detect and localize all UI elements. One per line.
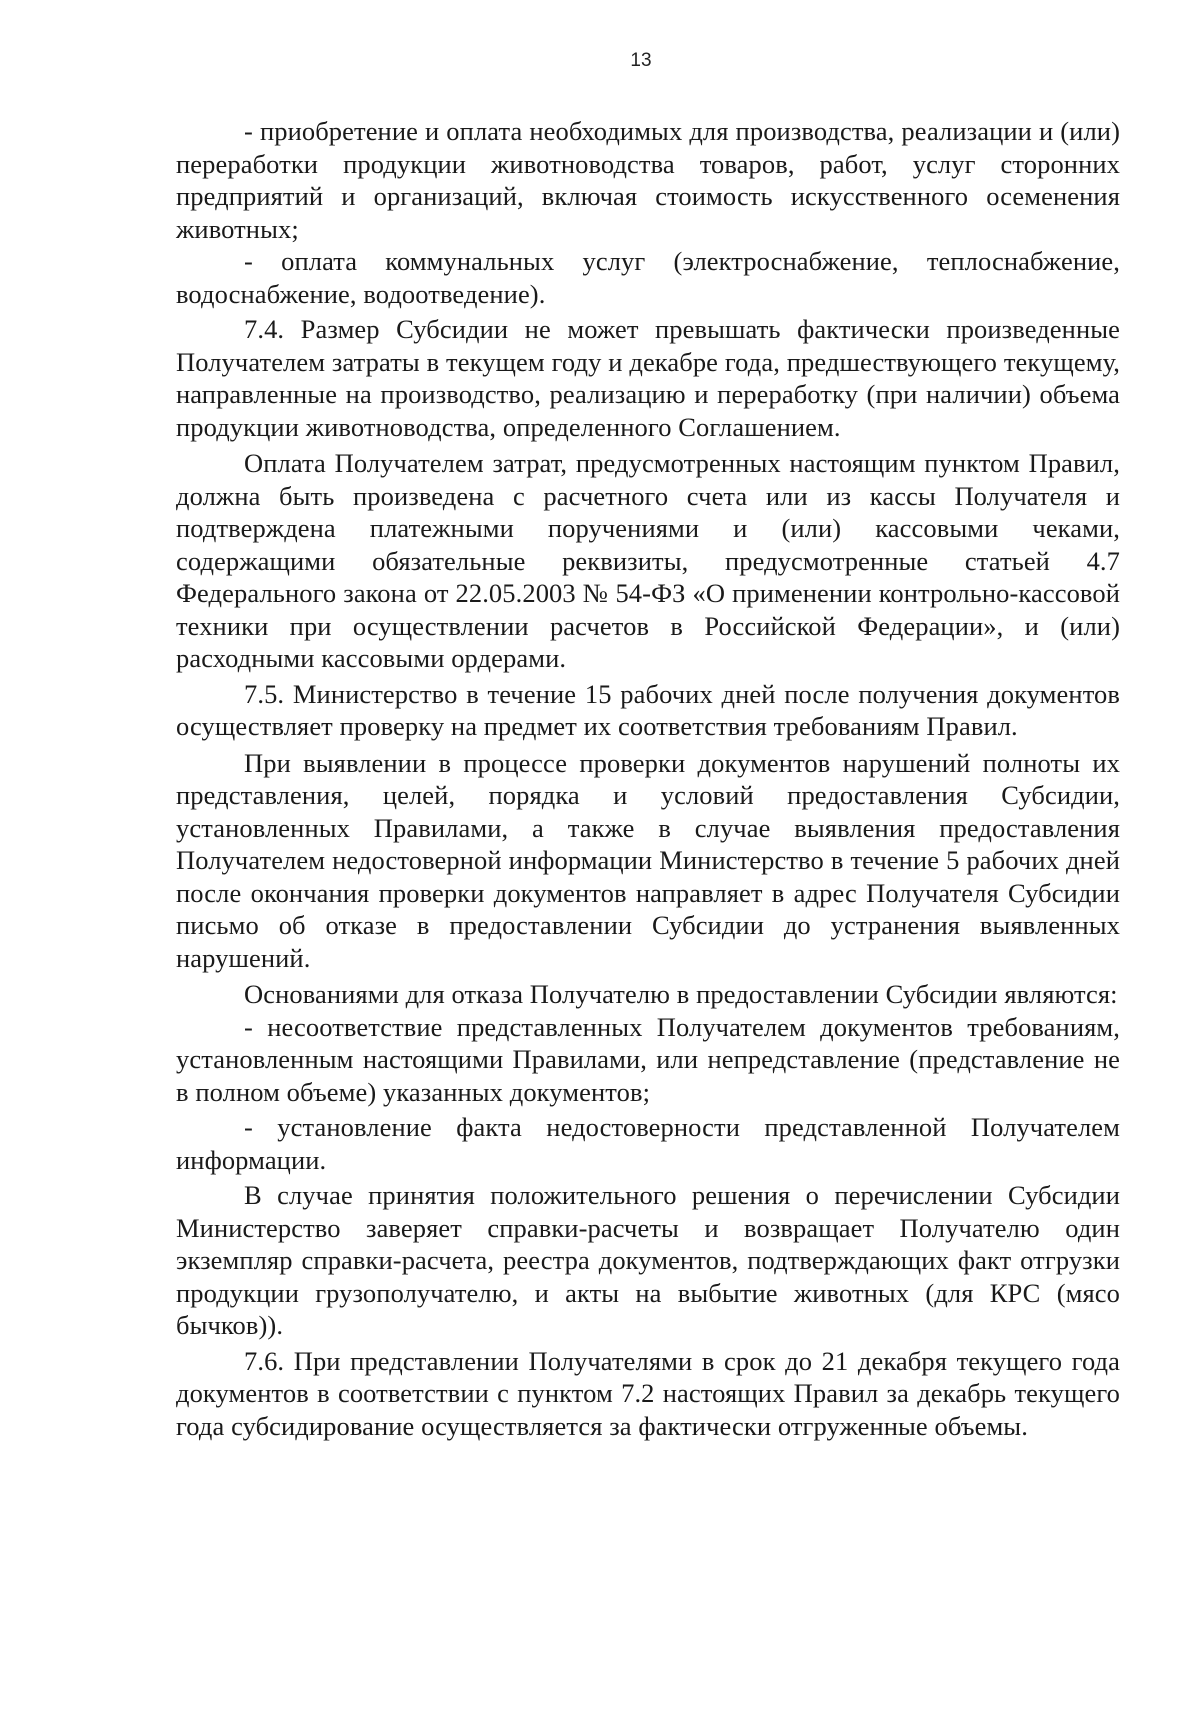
paragraph-payment-confirmation: Оплата Получателем затрат, предусмотренных настоящим пунктом Правил, должна быть произведена с расчетного счета или из кассы Получателя и подтверждена платежными поручениями и (или) кассовыми чеками, содержащими обязательные реквизиты, предусмотренные статьей 4.7 Федерального закона от 22.05.2003 № 54-ФЗ «О применении контрольно-кассовой техники при осуществлении расчетов в Российской Федерации», и (или) расходными кассовыми ордерами.: [176, 448, 1120, 673]
paragraph-positive-decision: В случае принятия положительного решения о перечислении Субсидии Министерство заверяет справки-расчеты и возвращает Получателю один экземпляр справки-расчета, реестра документов, подтверждающих факт отгрузки продукции грузополучателю, и акты на выбытие животных (для КРС (мясо бычков)).: [176, 1180, 1120, 1340]
document-body: [176, 115, 1120, 1445]
paragraph-expense-utilities: - оплата коммунальных услуг (электроснабжение, теплоснабжение, водоснабжение, водоотведение).: [176, 246, 1120, 309]
paragraph-refusal-grounds: Основаниями для отказа Получателю в предоставлении Субсидии являются:: [244, 979, 1118, 1009]
paragraph-refusal-nonconformity: - несоответствие представленных Получателем документов требованиям, установленным настоящими Правилами, или непредставление (представление не в полном объеме) указанных документов;: [176, 1011, 1120, 1107]
page-number: 13: [630, 50, 652, 71]
paragraph-7-5: 7.5. Министерство в течение 15 рабочих дней после получения документов осуществляет проверку на предмет их соответствия требованиям Правил.: [176, 678, 1120, 741]
paragraph-7-6: 7.6. При представлении Получателями в срок до 21 декабря текущего года документов в соответствии с пунктом 7.2 настоящих Правил за декабрь текущего года субсидирование осуществляется за фактически отгруженные объемы.: [176, 1345, 1120, 1441]
paragraph-refusal-false-info: - установление факта недостоверности представленной Получателем информации.: [176, 1112, 1120, 1175]
paragraph-violations-check: При выявлении в процессе проверки документов нарушений полноты их представления, целей, порядка и условий предоставления Субсидии, установленных Правилами, а также в случае выявления предоставления Получателем недостоверной информации Министерство в течение 5 рабочих дней после окончания проверки документов направляет в адрес Получателя Субсидии письмо об отказе в предоставлении Субсидии до устранения выявленных нарушений.: [176, 747, 1120, 973]
paragraph-7-4: 7.4. Размер Субсидии не может превышать фактически произведенные Получателем затраты в текущем году и декабре года, предшествующего текущему, направленные на производство, реализацию и переработку (при наличии) объема продукции животноводства, определенного Соглашением.: [176, 314, 1120, 442]
paragraph-expense-purchase: - приобретение и оплата необходимых для производства, реализации и (или) переработки продукции животноводства товаров, работ, услуг сторонних предприятий и организаций, включая стоимость искусственного осеменения животных;: [176, 116, 1120, 244]
